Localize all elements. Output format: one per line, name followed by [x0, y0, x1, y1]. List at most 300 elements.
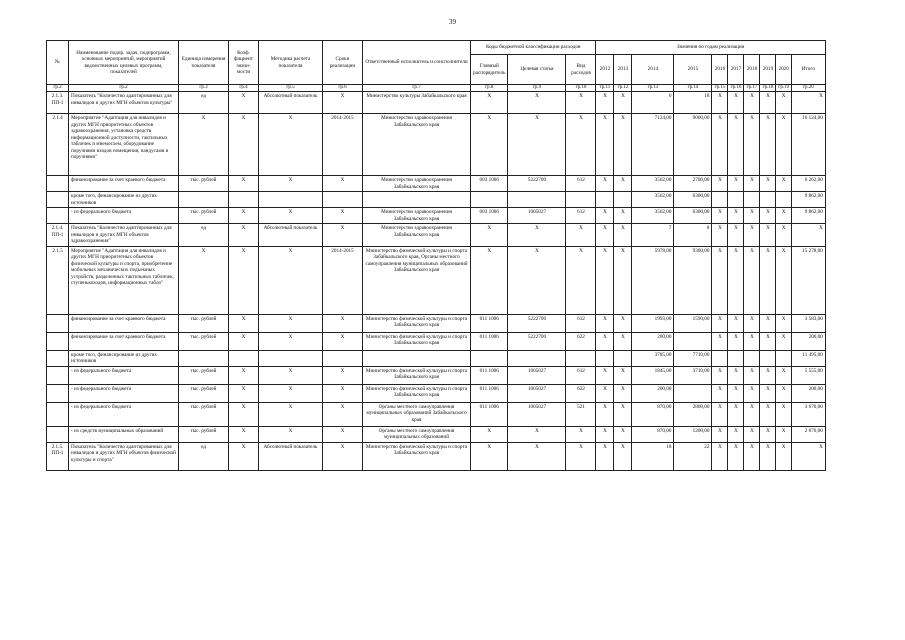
- table-row: [47, 366, 826, 384]
- table-row: [47, 442, 826, 470]
- table-cell: 22: [674, 442, 712, 470]
- column-number: гр.6: [323, 85, 363, 92]
- table-cell: X: [760, 208, 776, 224]
- table-cell: [47, 176, 69, 192]
- table-cell: X: [259, 332, 323, 350]
- table-cell: [47, 314, 69, 332]
- table-cell: Министерство здравоохранения Забайкальского края: [363, 114, 471, 176]
- table-cell: X: [471, 114, 508, 176]
- table-cell: 9300,00: [674, 246, 712, 314]
- table-cell: Министерство здравоохранения Забайкальского края: [363, 176, 471, 192]
- table-row: [47, 426, 826, 442]
- table-cell: 2.1.3. ПП-1: [47, 92, 69, 114]
- table-cell: X: [760, 366, 776, 384]
- table-cell: X: [744, 92, 760, 114]
- table-cell: ед: [179, 224, 229, 247]
- table-cell: X: [259, 402, 323, 426]
- table-cell: X: [508, 92, 566, 114]
- table-cell: Органы местного самоуправления муниципальных образований: [363, 426, 471, 442]
- table-cell: Мероприятие "Адаптация для инвалидов и других МГН приоритетных объектов здравоохранения, установка средств информационной доступности, тактильных табличек и мнемосхем, оборудование поручнями входов помещения, пандусами и поручнями": [69, 114, 179, 176]
- table-cell: 2800,00: [674, 402, 712, 426]
- table-cell: X: [323, 176, 363, 192]
- table-cell: X: [712, 442, 728, 470]
- table-row: [47, 402, 826, 426]
- table-cell: X: [229, 92, 259, 114]
- table-cell: 3 583,00: [791, 314, 825, 332]
- table-cell: X: [596, 114, 614, 176]
- table-cell: тыс. рублей: [179, 332, 229, 350]
- table-cell: X: [259, 366, 323, 384]
- table-cell: X: [744, 114, 760, 176]
- table-cell: X: [323, 402, 363, 426]
- table-cell: Министерство здравоохранения Забайкальского края: [363, 208, 471, 224]
- table-cell: [614, 350, 632, 366]
- table-cell: [471, 192, 508, 208]
- table-cell: Абсолютный показатель: [259, 224, 323, 247]
- table-cell: X: [229, 314, 259, 332]
- table-cell: X: [508, 442, 566, 470]
- table-cell: X: [614, 224, 632, 247]
- table-cell: [47, 192, 69, 208]
- column-number: гр.10: [566, 85, 596, 92]
- table-cell: X: [471, 426, 508, 442]
- table-cell: [47, 366, 69, 384]
- table-cell: X: [596, 402, 614, 426]
- table-cell: X: [596, 176, 614, 192]
- table-cell: тыс. рублей: [179, 402, 229, 426]
- table-cell: 9 862,00: [791, 208, 825, 224]
- table-cell: X: [744, 224, 760, 247]
- table-cell: X: [744, 384, 760, 402]
- table-cell: Показатель "Количество адаптированных для инвалидов и других МГН объектов физической культуры и спорта": [69, 442, 179, 470]
- table-cell: 1845,00: [632, 366, 674, 384]
- table-cell: 7710,00: [674, 350, 712, 366]
- table-cell: X: [728, 402, 744, 426]
- table-cell: [259, 192, 323, 208]
- table-cell: X: [728, 246, 744, 314]
- table-cell: X: [614, 246, 632, 314]
- table-cell: X: [229, 114, 259, 176]
- table-cell: X: [596, 224, 614, 247]
- col-year: 2014: [632, 55, 674, 85]
- table-cell: X: [471, 224, 508, 247]
- table-cell: X: [776, 208, 791, 224]
- table-cell: [179, 192, 229, 208]
- table-cell: X: [712, 314, 728, 332]
- page-number: 39: [449, 18, 456, 26]
- table-cell: 1590,00: [674, 314, 712, 332]
- table-cell: 3562,00: [632, 192, 674, 208]
- table-cell: X: [776, 224, 791, 247]
- table-cell: 2.1.5: [47, 246, 69, 314]
- table-cell: X: [229, 426, 259, 442]
- table-cell: [728, 350, 744, 366]
- table-cell: X: [776, 384, 791, 402]
- table-cell: 5 555,00: [791, 366, 825, 384]
- table-cell: [712, 192, 728, 208]
- table-cell: X: [760, 442, 776, 470]
- table-cell: 200,00: [791, 332, 825, 350]
- table-cell: X: [776, 246, 791, 314]
- table-cell: Министерство физической культуры и спорта Забайкальского края: [363, 314, 471, 332]
- table-cell: [744, 350, 760, 366]
- table-cell: X: [259, 384, 323, 402]
- table-cell: X: [259, 426, 323, 442]
- table-cell: 2014-2015: [323, 246, 363, 314]
- col-b-type: Вид расходов: [566, 55, 596, 85]
- table-cell: X: [566, 224, 596, 247]
- table-cell: [47, 208, 69, 224]
- table-cell: X: [508, 246, 566, 314]
- table-cell: X: [614, 402, 632, 426]
- table-cell: тыс. рублей: [179, 176, 229, 192]
- column-number: гр.3: [179, 85, 229, 92]
- table-cell: X: [744, 332, 760, 350]
- table-row: [47, 208, 826, 224]
- table-cell: 622: [566, 332, 596, 350]
- table-cell: 2700,00: [674, 176, 712, 192]
- table-cell: 011 1006: [471, 332, 508, 350]
- table-row: [47, 350, 826, 366]
- table-cell: X: [791, 224, 825, 247]
- table-cell: 2.1.4: [47, 114, 69, 176]
- table-cell: [596, 192, 614, 208]
- table-cell: X: [712, 176, 728, 192]
- table-cell: X: [728, 366, 744, 384]
- table-cell: X: [744, 176, 760, 192]
- table-cell: 2.1.5. ПП-1: [47, 442, 69, 470]
- table-cell: X: [728, 442, 744, 470]
- table-cell: X: [596, 208, 614, 224]
- col-method: Методика расчета показателя: [259, 41, 323, 85]
- table-cell: X: [614, 176, 632, 192]
- table-row: [47, 114, 826, 176]
- table-cell: X: [712, 384, 728, 402]
- table-cell: 521: [566, 402, 596, 426]
- col-year: 2019: [760, 55, 776, 85]
- col-values-group: Значения по годам реализации: [596, 41, 825, 55]
- table-cell: X: [596, 426, 614, 442]
- table-cell: X: [259, 176, 323, 192]
- table-cell: X: [776, 314, 791, 332]
- col-year: 2013: [614, 55, 632, 85]
- table-row: [47, 332, 826, 350]
- table-cell: X: [760, 114, 776, 176]
- table-cell: - из федерального бюджета: [69, 384, 179, 402]
- table-cell: X: [508, 224, 566, 247]
- table-cell: 200,00: [791, 384, 825, 402]
- table-cell: [614, 192, 632, 208]
- table-row: [47, 92, 826, 114]
- column-number: гр.7: [363, 85, 471, 92]
- table-cell: X: [259, 314, 323, 332]
- table-cell: [323, 192, 363, 208]
- table-cell: X: [744, 426, 760, 442]
- table-cell: X: [728, 384, 744, 402]
- table-cell: X: [760, 384, 776, 402]
- table-cell: X: [323, 332, 363, 350]
- table-cell: 5222700: [508, 332, 566, 350]
- table-cell: 011 1006: [471, 402, 508, 426]
- table-cell: X: [614, 208, 632, 224]
- table-cell: [566, 192, 596, 208]
- table-cell: X: [712, 208, 728, 224]
- table-cell: X: [776, 402, 791, 426]
- col-b-main: Главный распорядитель: [471, 55, 508, 85]
- table-cell: X: [566, 92, 596, 114]
- table-cell: [47, 350, 69, 366]
- table-cell: Показатель "Количество адаптированных для инвалидов и других МГН объектов культуры": [69, 92, 179, 114]
- table-cell: Министерство физической культуры и спорта Забайкальского края, Органы местного самоуправления муниципальных образований Забайкальского края: [363, 246, 471, 314]
- table-cell: Органы местного самоуправления муниципальных образований Забайкальского края: [363, 402, 471, 426]
- table-cell: 3785,00: [632, 350, 674, 366]
- table-cell: X: [229, 366, 259, 384]
- table-cell: X: [259, 208, 323, 224]
- table-cell: 7124,00: [632, 114, 674, 176]
- col-total: Итого: [791, 55, 825, 85]
- table-cell: X: [229, 224, 259, 247]
- table-cell: X: [614, 366, 632, 384]
- table-cell: [508, 192, 566, 208]
- table-cell: 870,00: [632, 426, 674, 442]
- table-cell: X: [229, 332, 259, 350]
- table-cell: [179, 350, 229, 366]
- table-cell: тыс. рублей: [179, 208, 229, 224]
- column-number: гр.2: [47, 85, 69, 92]
- table-cell: кроме того, финансирование из других источников: [69, 350, 179, 366]
- table-cell: X: [566, 114, 596, 176]
- table-cell: X: [712, 224, 728, 247]
- table-cell: [229, 350, 259, 366]
- table-cell: X: [229, 384, 259, 402]
- table-cell: 612: [566, 208, 596, 224]
- column-number: гр.2: [69, 85, 179, 92]
- table-cell: - из средств муниципальных образований: [69, 426, 179, 442]
- table-cell: 3 670,00: [791, 402, 825, 426]
- table-cell: X: [712, 366, 728, 384]
- table-cell: X: [791, 92, 825, 114]
- col-terms: Сроки реализации: [323, 41, 363, 85]
- table-cell: 2.1.4. ПП-1: [47, 224, 69, 247]
- table-cell: X: [229, 402, 259, 426]
- table-cell: [776, 192, 791, 208]
- table-cell: X: [471, 92, 508, 114]
- table-cell: X: [259, 114, 323, 176]
- table-cell: Показатель "Количество адаптированных для инвалидов и других МГН объектов здравоохранения": [69, 224, 179, 247]
- table-cell: X: [728, 208, 744, 224]
- table-cell: X: [712, 332, 728, 350]
- table-cell: X: [776, 442, 791, 470]
- table-cell: X: [596, 92, 614, 114]
- table-cell: X: [323, 208, 363, 224]
- col-b-article: Целевая статья: [508, 55, 566, 85]
- column-number: гр.14: [674, 85, 712, 92]
- table-cell: X: [728, 332, 744, 350]
- table-cell: X: [323, 92, 363, 114]
- table-cell: X: [760, 224, 776, 247]
- table-cell: X: [614, 426, 632, 442]
- table-cell: Мероприятие "Адаптация для инвалидов и других МГН приоритетных объектов физической культуры и спорта, приобретение мобильных механических подъемных устройств, разделенных тактильных табличек, ступенькоходов, информационных табло": [69, 246, 179, 314]
- column-number: гр.13: [632, 85, 674, 92]
- table-cell: X: [596, 366, 614, 384]
- table-cell: 1005027: [508, 384, 566, 402]
- table-cell: 5978,00: [632, 246, 674, 314]
- table-cell: X: [728, 426, 744, 442]
- table-cell: 1200,00: [674, 426, 712, 442]
- table-cell: 1005027: [508, 208, 566, 224]
- table-row: [47, 176, 826, 192]
- table-cell: 9000,00: [674, 114, 712, 176]
- table-cell: 5222700: [508, 314, 566, 332]
- table-cell: X: [614, 314, 632, 332]
- table-cell: X: [760, 402, 776, 426]
- table-cell: 16 124,00: [791, 114, 825, 176]
- table-cell: 1005027: [508, 366, 566, 384]
- table-cell: X: [760, 92, 776, 114]
- table-cell: X: [596, 384, 614, 402]
- table-cell: финансирование за счет краевого бюджета: [69, 314, 179, 332]
- table-cell: 1005027: [508, 402, 566, 426]
- col-year: 2017: [728, 55, 744, 85]
- table-cell: X: [760, 314, 776, 332]
- table-cell: - из федерального бюджета: [69, 208, 179, 224]
- table-cell: X: [776, 114, 791, 176]
- table-cell: 870,00: [632, 402, 674, 426]
- table-cell: 6300,00: [674, 208, 712, 224]
- table-cell: X: [471, 246, 508, 314]
- table-cell: X: [776, 332, 791, 350]
- column-number: гр.15: [712, 85, 728, 92]
- table-cell: 6 262,00: [791, 176, 825, 192]
- table-cell: [508, 350, 566, 366]
- table-cell: X: [323, 426, 363, 442]
- column-number: гр.4: [229, 85, 259, 92]
- table-cell: Министерство здравоохранения Забайкальского края: [363, 224, 471, 247]
- table-cell: [47, 384, 69, 402]
- table-cell: X: [596, 314, 614, 332]
- column-number: гр.19: [776, 85, 791, 92]
- col-year: 2012: [596, 55, 614, 85]
- table-cell: X: [323, 442, 363, 470]
- col-coef: Коэф. фициент значи- мости: [229, 41, 259, 85]
- table-cell: X: [712, 426, 728, 442]
- table-cell: [363, 350, 471, 366]
- table-cell: X: [229, 246, 259, 314]
- table-cell: Абсолютный показатель: [259, 92, 323, 114]
- table-cell: 612: [566, 314, 596, 332]
- table-cell: X: [508, 426, 566, 442]
- table-cell: 0: [632, 92, 674, 114]
- column-number: гр.12: [614, 85, 632, 92]
- table-cell: X: [229, 442, 259, 470]
- table-row: [47, 224, 826, 247]
- table-cell: 1993,00: [632, 314, 674, 332]
- table-cell: 18: [674, 92, 712, 114]
- table-cell: X: [728, 92, 744, 114]
- table-cell: X: [744, 402, 760, 426]
- table-cell: [229, 192, 259, 208]
- col-year: 2018: [744, 55, 760, 85]
- table-cell: 3562,00: [632, 176, 674, 192]
- table-cell: ед: [179, 442, 229, 470]
- column-number: гр.9: [508, 85, 566, 92]
- table-cell: [47, 332, 69, 350]
- table-cell: X: [596, 246, 614, 314]
- table-cell: [323, 350, 363, 366]
- table-cell: X: [776, 176, 791, 192]
- table-cell: 003 1006: [471, 176, 508, 192]
- table-cell: 7: [632, 224, 674, 247]
- table-cell: X: [776, 366, 791, 384]
- program-table: [46, 40, 826, 471]
- table-cell: 8: [674, 224, 712, 247]
- table-row: [47, 246, 826, 314]
- table-cell: X: [596, 332, 614, 350]
- column-number-row: [47, 85, 826, 92]
- table-cell: X: [712, 92, 728, 114]
- table-cell: X: [744, 314, 760, 332]
- table-cell: X: [323, 314, 363, 332]
- column-number: гр.20: [791, 85, 825, 92]
- table-cell: 2 070,00: [791, 426, 825, 442]
- table-cell: тыс. рублей: [179, 426, 229, 442]
- col-name: Наименование подпр. задач, подпрограмм, основных мероприятий, мероприятий ведомственных целевых программ, показателей: [69, 41, 179, 85]
- table-cell: X: [728, 176, 744, 192]
- table-cell: X: [179, 246, 229, 314]
- table-cell: Министерство физической культуры и спорта Забайкальского края: [363, 442, 471, 470]
- table-cell: X: [596, 442, 614, 470]
- table-cell: тыс. рублей: [179, 314, 229, 332]
- table-cell: X: [229, 176, 259, 192]
- table-cell: X: [508, 114, 566, 176]
- table-cell: X: [776, 426, 791, 442]
- table-cell: 9 862,00: [791, 192, 825, 208]
- table-cell: [744, 192, 760, 208]
- table-cell: 15 278,00: [791, 246, 825, 314]
- table-cell: 612: [566, 176, 596, 192]
- table-cell: X: [259, 246, 323, 314]
- col-year: 2016: [712, 55, 728, 85]
- table-cell: 622: [566, 384, 596, 402]
- table-cell: финансирование за счет краевого бюджета: [69, 332, 179, 350]
- table-cell: 5222700: [508, 176, 566, 192]
- table-cell: X: [712, 402, 728, 426]
- table-cell: X: [323, 384, 363, 402]
- table-cell: тыс. рублей: [179, 384, 229, 402]
- col-year: 2020: [776, 55, 791, 85]
- column-number: гр.5: [259, 85, 323, 92]
- table-cell: Министерство физической культуры и спорта Забайкальского края: [363, 384, 471, 402]
- table-cell: X: [728, 224, 744, 247]
- table-cell: X: [728, 314, 744, 332]
- column-number: гр.11: [596, 85, 614, 92]
- table-cell: ед: [179, 92, 229, 114]
- table-cell: X: [323, 366, 363, 384]
- table-cell: X: [614, 114, 632, 176]
- table-cell: [566, 350, 596, 366]
- table-cell: 011 1006: [471, 314, 508, 332]
- table-cell: X: [744, 366, 760, 384]
- table-cell: X: [760, 332, 776, 350]
- table-cell: 18: [632, 442, 674, 470]
- table-cell: X: [760, 426, 776, 442]
- table-cell: Абсолютный показатель: [259, 442, 323, 470]
- table-cell: [471, 350, 508, 366]
- table-cell: X: [760, 176, 776, 192]
- table-cell: X: [744, 246, 760, 314]
- col-year: 2015: [674, 55, 712, 85]
- table-cell: 003 1006: [471, 208, 508, 224]
